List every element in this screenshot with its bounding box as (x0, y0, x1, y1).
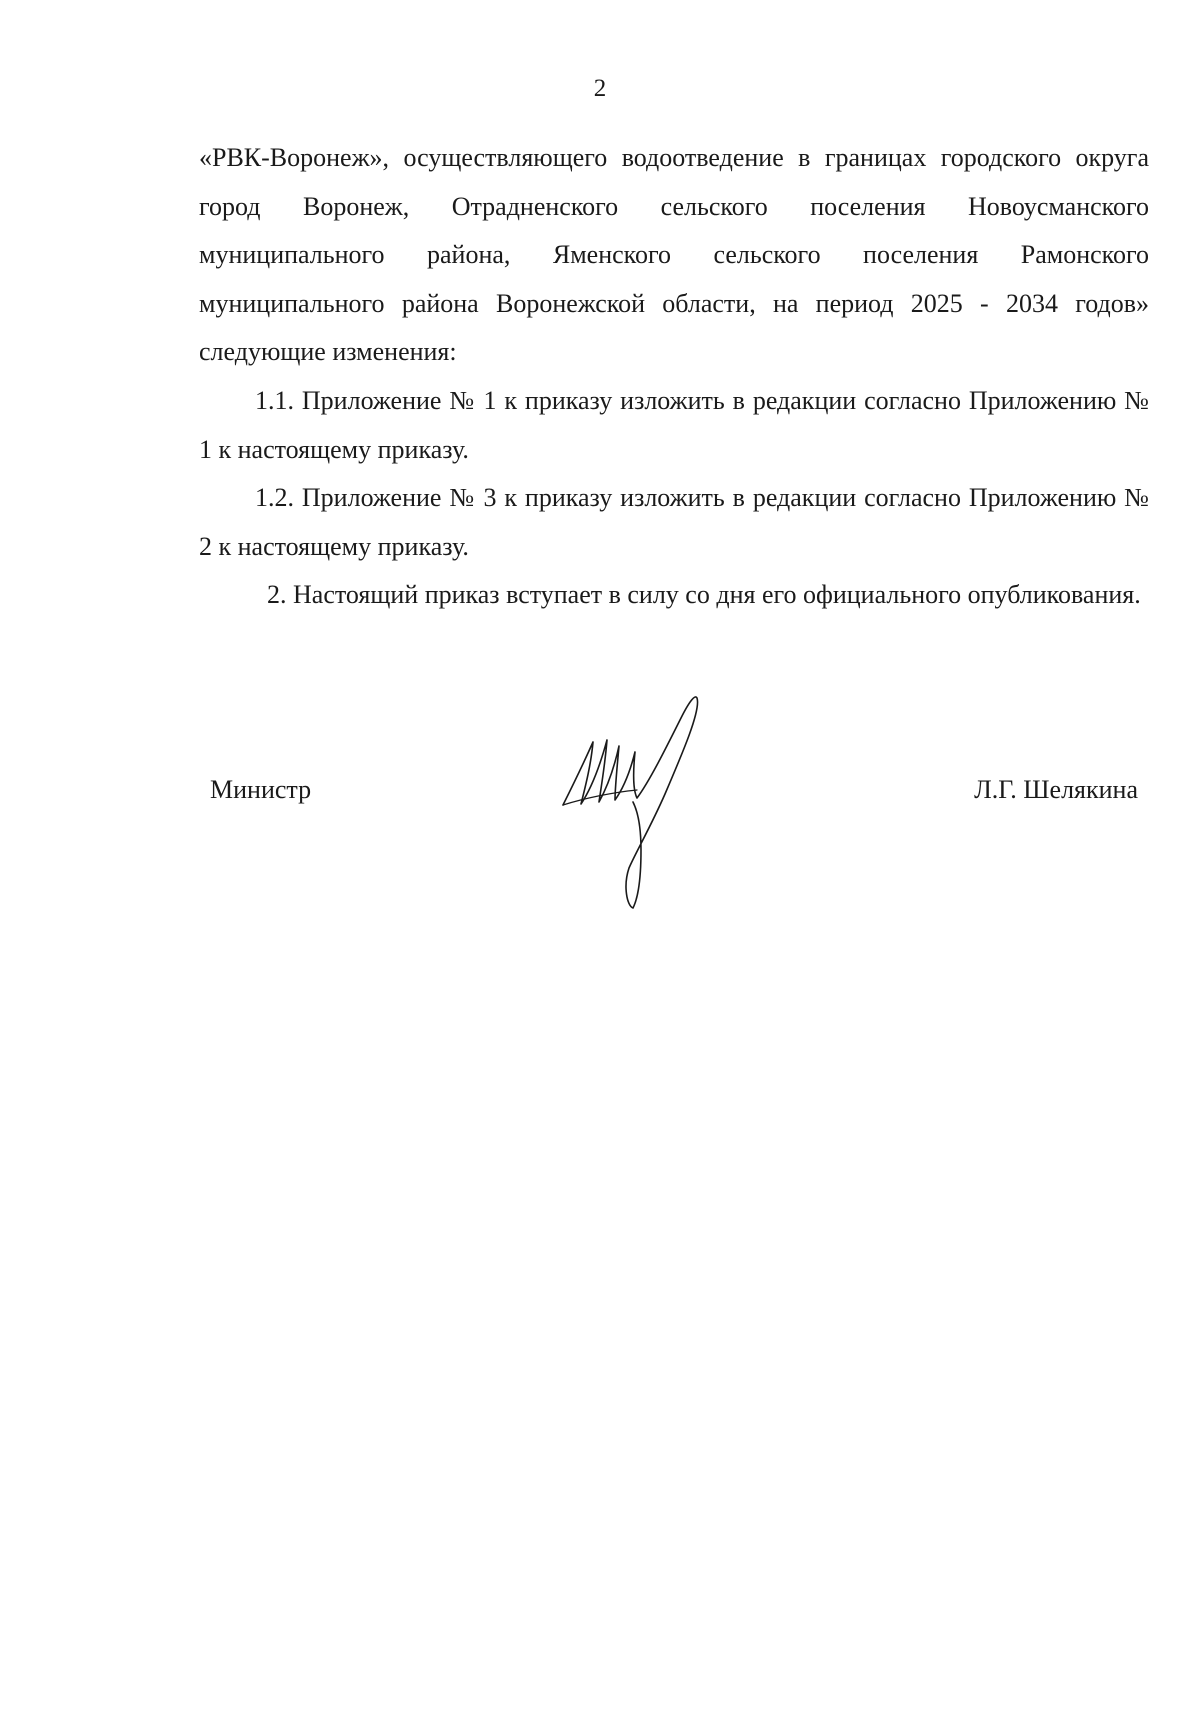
document-body (199, 134, 1149, 620)
item-2-paragraph: 2. Настоящий приказ вступает в силу со дня его официального опубликования. (267, 580, 1141, 610)
item-1-2-paragraph: 1.2. Приложение № 3 к приказу изложить в редакции согласно Приложению № 2 к настоящему приказу. (199, 483, 1149, 561)
item-1-1-paragraph: 1.1. Приложение № 1 к приказу изложить в редакции согласно Приложению № 1 к настоящему приказу. (199, 385, 1149, 464)
intro-paragraph: «РВК-Воронеж», осуществляющего водоотведение в границах городского округа город Воронеж, Отрадненского сельского поселения Новоусманского муниципального района, Яменского сельского поселения Рамонского муниципального района Воронежской области, на период 2025 - 2034 годов» следующие изменения: (199, 143, 1149, 367)
signatory-position: Министр (210, 775, 312, 804)
page-number: 2 (593, 75, 607, 102)
handwritten-signature (555, 690, 725, 910)
signatory-name: Л.Г. Шелякина (974, 775, 1138, 804)
